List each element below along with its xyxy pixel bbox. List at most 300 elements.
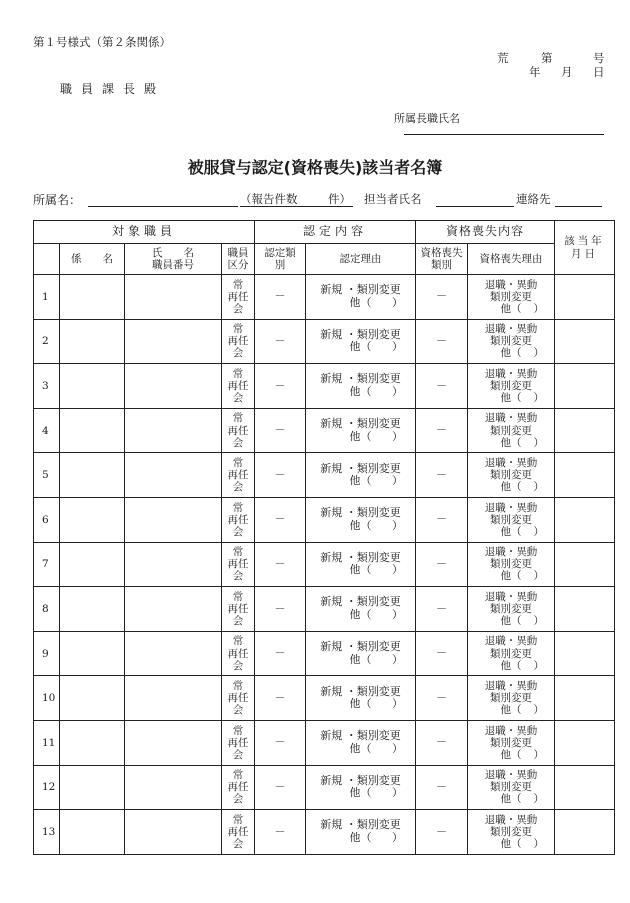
kubun-option-kai: 会 (232, 659, 244, 672)
cert-reason-cell[interactable] (306, 453, 416, 498)
position-name-label: 所属長職氏名 (394, 112, 460, 125)
applicable-date-cell[interactable] (555, 676, 615, 721)
kakari-cell[interactable] (60, 453, 125, 498)
staff-kubun-cell[interactable] (222, 765, 255, 810)
applicable-date-cell[interactable] (555, 631, 615, 676)
loss-other-open: 他（ (500, 837, 522, 850)
cert-reason-other (306, 743, 415, 756)
loss-other-close: ） (533, 837, 545, 850)
loss-reason-other (468, 526, 554, 538)
staff-kubun-cell[interactable] (222, 275, 255, 320)
table-row (34, 631, 615, 676)
cert-other-close: ） (392, 697, 404, 711)
loss-type-cell[interactable]: － (416, 319, 468, 364)
person-underline (436, 206, 514, 207)
report-count-close: 件） (328, 192, 351, 206)
loss-other-open: 他（ (500, 302, 522, 315)
kubun-option-sainin: 再任 (227, 290, 249, 303)
table-row (34, 319, 615, 364)
kubun-option-jo: 常 (232, 680, 244, 693)
loss-reason-cell[interactable] (468, 631, 555, 676)
cert-type-header: 認定類別 (255, 244, 306, 275)
person-label: 担当者氏名 (364, 192, 422, 206)
kubun-option-jo: 常 (232, 635, 244, 648)
kakari-cell[interactable] (60, 587, 125, 632)
name-staffno-cell[interactable] (125, 587, 222, 632)
kubun-option-kai: 会 (232, 614, 244, 627)
loss-reason-change: 類別変更 (490, 781, 533, 794)
cert-type-cell[interactable]: － (255, 408, 306, 453)
name-staffno-cell[interactable] (125, 765, 222, 810)
form-number: 第１号様式（第２条関係） (33, 35, 171, 49)
kubun-option-sainin: 再任 (227, 513, 249, 526)
name-staffno-cell[interactable] (125, 364, 222, 409)
target-group-header: 対象職員 (34, 221, 255, 244)
cert-reason-cell[interactable] (306, 542, 416, 587)
loss-type-cell[interactable]: － (416, 631, 468, 676)
cert-type-cell[interactable]: － (255, 810, 306, 855)
kubun-option-sainin: 再任 (227, 647, 249, 660)
loss-reason-retire: 退職・異動 (484, 457, 538, 470)
cert-other-close: ） (392, 295, 404, 309)
cert-reason-options: 新規 ・類別変更 (320, 729, 401, 743)
loss-reason-cell[interactable] (468, 587, 555, 632)
loss-reason-retire: 退職・異動 (484, 813, 538, 826)
go-label: 号 (593, 51, 605, 65)
loss-other-close: ） (533, 302, 545, 315)
cert-reason-options: 新規 ・類別変更 (320, 372, 401, 386)
kubun-option-kai: 会 (232, 837, 244, 850)
loss-other-open: 他（ (500, 614, 522, 627)
cert-other-open: 他（ (349, 607, 372, 621)
cert-other-open: 他（ (349, 384, 372, 398)
loss-type-cell[interactable]: － (416, 542, 468, 587)
kubun-option-kai: 会 (232, 302, 244, 315)
loss-reason-cell[interactable] (468, 497, 555, 542)
loss-reason-change: 類別変更 (490, 513, 533, 526)
loss-other-open: 他（ (500, 525, 522, 538)
cert-reason-other (306, 698, 415, 711)
table-row (34, 542, 615, 587)
kakari-cell[interactable] (60, 319, 125, 364)
kakari-cell[interactable] (60, 364, 125, 409)
loss-reason-change: 類別変更 (490, 647, 533, 660)
kubun-option-kai: 会 (232, 793, 244, 806)
staff-no-header-label: 職員番号 (152, 259, 194, 271)
cert-other-close: ） (392, 340, 404, 354)
kakari-cell[interactable] (60, 720, 125, 765)
loss-type-cell[interactable]: － (416, 364, 468, 409)
row-number: 5 (34, 453, 60, 498)
addressee: 職員課長殿 (60, 82, 166, 96)
kakari-cell[interactable] (60, 497, 125, 542)
loss-other-close: ） (533, 659, 545, 672)
table-row (34, 453, 615, 498)
cert-other-close: ） (392, 384, 404, 398)
staff-kubun-cell[interactable] (222, 720, 255, 765)
cert-reason-other (306, 654, 415, 667)
kubun-option-sainin: 再任 (227, 736, 249, 749)
signature-line (404, 134, 604, 135)
loss-other-close: ） (533, 704, 545, 717)
loss-type-cell[interactable]: － (416, 720, 468, 765)
kubun-option-jo: 常 (232, 590, 244, 603)
applicable-date-cell[interactable] (555, 542, 615, 587)
cert-reason-cell[interactable] (306, 720, 416, 765)
loss-reason-other (468, 392, 554, 404)
name-staffno-cell[interactable] (125, 453, 222, 498)
cert-other-close: ） (392, 518, 404, 532)
loss-reason-change: 類別変更 (490, 335, 533, 348)
cert-reason-options: 新規 ・類別変更 (320, 639, 401, 653)
loss-reason-retire: 退職・異動 (484, 724, 538, 737)
loss-reason-change: 類別変更 (490, 379, 533, 392)
loss-reason-cell[interactable] (468, 319, 555, 364)
loss-other-open: 他（ (500, 392, 522, 405)
cert-other-open: 他（ (349, 563, 372, 577)
cert-reason-options: 新規 ・類別変更 (320, 416, 401, 430)
loss-reason-retire: 退職・異動 (484, 367, 538, 380)
cert-other-close: ） (392, 429, 404, 443)
cert-other-open: 他（ (349, 429, 372, 443)
applicable-date-cell[interactable] (555, 765, 615, 810)
cert-reason-cell[interactable] (306, 497, 416, 542)
cert-other-open: 他（ (349, 295, 372, 309)
applicable-date-cell[interactable] (555, 275, 615, 320)
kubun-option-sainin: 再任 (227, 781, 249, 794)
name-staffno-cell[interactable] (125, 676, 222, 721)
loss-reason-change: 類別変更 (490, 692, 533, 705)
roster-body (34, 275, 615, 855)
table-row (34, 720, 615, 765)
applicable-date-header: 該当年月日 (555, 221, 615, 275)
loss-reason-other (468, 437, 554, 449)
loss-reason-change: 類別変更 (490, 424, 533, 437)
cert-reason-cell[interactable] (306, 408, 416, 453)
name-header (125, 244, 222, 275)
kubun-option-jo: 常 (232, 813, 244, 826)
table-row (34, 408, 615, 453)
cert-reason-other (306, 475, 415, 488)
loss-reason-change: 類別変更 (490, 558, 533, 571)
name-staffno-cell[interactable] (125, 631, 222, 676)
applicable-date-cell[interactable] (555, 497, 615, 542)
cert-other-open: 他（ (349, 786, 372, 800)
staff-kubun-cell[interactable] (222, 542, 255, 587)
kubun-option-jo: 常 (232, 323, 244, 336)
applicable-date-cell[interactable] (555, 364, 615, 409)
loss-reason-cell[interactable] (468, 720, 555, 765)
cert-other-open: 他（ (349, 518, 372, 532)
loss-reason-cell[interactable] (468, 408, 555, 453)
kakari-header: 係 名 (60, 244, 125, 275)
cert-type-cell[interactable]: － (255, 631, 306, 676)
loss-reason-other (468, 303, 554, 315)
loss-reason-change: 類別変更 (490, 736, 533, 749)
cert-reason-options: 新規 ・類別変更 (320, 550, 401, 564)
kakari-cell[interactable] (60, 408, 125, 453)
cert-reason-other (306, 386, 415, 399)
loss-reason-other (468, 704, 554, 716)
kakari-cell[interactable] (60, 810, 125, 855)
shozoku-underline (88, 206, 238, 207)
table-row (34, 587, 615, 632)
loss-reason-other (468, 615, 554, 627)
cert-reason-other (306, 431, 415, 444)
cert-reason-cell[interactable] (306, 275, 416, 320)
name-staffno-cell[interactable] (125, 720, 222, 765)
row-number: 6 (34, 497, 60, 542)
loss-other-close: ） (533, 748, 545, 761)
cert-reason-options: 新規 ・類別変更 (320, 327, 401, 341)
cert-type-cell[interactable]: － (255, 542, 306, 587)
cert-other-close: ） (392, 652, 404, 666)
cert-reason-cell[interactable] (306, 765, 416, 810)
cert-reason-options: 新規 ・類別変更 (320, 684, 401, 698)
staff-kubun-cell[interactable] (222, 453, 255, 498)
cert-other-close: ） (392, 741, 404, 755)
name-staffno-cell[interactable] (125, 497, 222, 542)
loss-reason-retire: 退職・異動 (484, 501, 538, 514)
loss-reason-retire: 退職・異動 (484, 590, 538, 603)
applicable-date-cell[interactable] (555, 720, 615, 765)
roster-table (33, 220, 615, 855)
cert-reason-other (306, 832, 415, 845)
cert-group-header: 認定内容 (255, 221, 416, 244)
loss-type-cell[interactable]: － (416, 765, 468, 810)
applicable-date-cell[interactable] (555, 319, 615, 364)
staff-kubun-cell[interactable] (222, 319, 255, 364)
cert-reason-cell[interactable] (306, 587, 416, 632)
applicable-date-cell[interactable] (555, 810, 615, 855)
loss-other-close: ） (533, 614, 545, 627)
kubun-option-kai: 会 (232, 748, 244, 761)
applicable-date-cell[interactable] (555, 453, 615, 498)
kakari-cell[interactable] (60, 765, 125, 810)
loss-other-close: ） (533, 525, 545, 538)
loss-reason-cell[interactable] (468, 810, 555, 855)
cert-type-cell[interactable]: － (255, 497, 306, 542)
loss-reason-retire: 退職・異動 (484, 769, 538, 782)
row-number: 13 (34, 810, 60, 855)
cert-reason-other (306, 564, 415, 577)
kubun-option-jo: 常 (232, 546, 244, 559)
row-number: 10 (34, 676, 60, 721)
loss-other-close: ） (533, 793, 545, 806)
row-number: 11 (34, 720, 60, 765)
loss-type-cell[interactable]: － (416, 497, 468, 542)
row-number: 1 (34, 275, 60, 320)
loss-other-open: 他（ (500, 659, 522, 672)
cert-type-cell[interactable]: － (255, 676, 306, 721)
loss-other-open: 他（ (500, 436, 522, 449)
loss-reason-other (468, 570, 554, 582)
table-row (34, 676, 615, 721)
loss-reason-cell[interactable] (468, 542, 555, 587)
loss-other-close: ） (533, 392, 545, 405)
group-header-row (34, 221, 615, 244)
cert-reason-cell[interactable] (306, 631, 416, 676)
loss-type-cell[interactable]: － (416, 810, 468, 855)
staff-kubun-header: 職員区分 (222, 244, 255, 275)
sub-header-row (34, 244, 615, 275)
kubun-option-kai: 会 (232, 436, 244, 449)
kubun-option-jo: 常 (232, 457, 244, 470)
cert-reason-cell[interactable] (306, 676, 416, 721)
loss-reason-retire: 退職・異動 (484, 635, 538, 648)
kubun-option-jo: 常 (232, 278, 244, 291)
kubun-option-kai: 会 (232, 392, 244, 405)
cert-type-cell[interactable]: － (255, 453, 306, 498)
cert-reason-options: 新規 ・類別変更 (320, 818, 401, 832)
staff-kubun-cell[interactable] (222, 587, 255, 632)
dai-label: 第 (541, 51, 553, 65)
kubun-option-jo: 常 (232, 367, 244, 380)
staff-kubun-cell[interactable] (222, 497, 255, 542)
staff-kubun-cell[interactable] (222, 810, 255, 855)
year-label: 年 (529, 65, 541, 79)
kubun-option-sainin: 再任 (227, 424, 249, 437)
cert-type-cell[interactable]: － (255, 364, 306, 409)
shozoku-label: 所属名： (33, 193, 82, 207)
loss-type-cell[interactable]: － (416, 275, 468, 320)
cert-other-open: 他（ (349, 830, 372, 844)
staff-kubun-cell[interactable] (222, 676, 255, 721)
loss-type-cell[interactable]: － (416, 676, 468, 721)
loss-type-cell[interactable]: － (416, 408, 468, 453)
loss-reason-cell[interactable] (468, 275, 555, 320)
loss-reason-retire: 退職・異動 (484, 278, 538, 291)
cert-type-cell[interactable]: － (255, 275, 306, 320)
loss-reason-cell[interactable] (468, 453, 555, 498)
loss-reason-change: 類別変更 (490, 825, 533, 838)
kubun-option-sainin: 再任 (227, 825, 249, 838)
loss-reason-other (468, 793, 554, 805)
staff-kubun-cell[interactable] (222, 631, 255, 676)
loss-other-open: 他（ (500, 347, 522, 360)
cert-reason-cell[interactable] (306, 319, 416, 364)
row-number: 12 (34, 765, 60, 810)
cert-other-close: ） (392, 786, 404, 800)
staff-kubun-cell[interactable] (222, 364, 255, 409)
kubun-option-jo: 常 (232, 501, 244, 514)
loss-type-cell[interactable]: － (416, 453, 468, 498)
cert-reason-options: 新規 ・類別変更 (320, 283, 401, 297)
kubun-option-jo: 常 (232, 724, 244, 737)
loss-reason-header: 資格喪失理由 (468, 244, 555, 275)
day-label: 日 (593, 65, 605, 79)
kakari-cell[interactable] (60, 676, 125, 721)
table-row (34, 364, 615, 409)
loss-reason-other (468, 347, 554, 359)
cert-reason-cell[interactable] (306, 810, 416, 855)
name-staffno-cell[interactable] (125, 542, 222, 587)
loss-other-close: ） (533, 436, 545, 449)
row-number: 4 (34, 408, 60, 453)
loss-reason-other (468, 749, 554, 761)
cert-reason-header: 認定理由 (306, 244, 416, 275)
kubun-option-sainin: 再任 (227, 379, 249, 392)
loss-other-close: ） (533, 481, 545, 494)
loss-other-close: ） (533, 347, 545, 360)
kubun-option-kai: 会 (232, 570, 244, 583)
loss-other-open: 他（ (500, 748, 522, 761)
loss-reason-change: 類別変更 (490, 602, 533, 615)
loss-other-open: 他（ (500, 704, 522, 717)
kakari-cell[interactable] (60, 275, 125, 320)
loss-other-open: 他（ (500, 793, 522, 806)
name-staffno-cell[interactable] (125, 319, 222, 364)
row-number: 8 (34, 587, 60, 632)
loss-reason-cell[interactable] (468, 765, 555, 810)
cert-type-cell[interactable]: － (255, 720, 306, 765)
cert-other-close: ） (392, 474, 404, 488)
cert-other-open: 他（ (349, 340, 372, 354)
cert-other-close: ） (392, 830, 404, 844)
cert-reason-other (306, 297, 415, 310)
cert-other-open: 他（ (349, 697, 372, 711)
cert-type-cell[interactable]: － (255, 765, 306, 810)
cert-other-open: 他（ (349, 741, 372, 755)
kubun-option-kai: 会 (232, 704, 244, 717)
loss-type-cell[interactable]: － (416, 587, 468, 632)
staff-kubun-cell[interactable] (222, 408, 255, 453)
row-number: 7 (34, 542, 60, 587)
kakari-cell[interactable] (60, 542, 125, 587)
month-label: 月 (561, 65, 573, 79)
loss-reason-retire: 退職・異動 (484, 323, 538, 336)
table-row (34, 275, 615, 320)
kubun-option-sainin: 再任 (227, 469, 249, 482)
applicable-date-cell[interactable] (555, 587, 615, 632)
name-staffno-cell[interactable] (125, 810, 222, 855)
cert-reason-cell[interactable] (306, 364, 416, 409)
applicable-date-cell[interactable] (555, 408, 615, 453)
table-row (34, 810, 615, 855)
loss-other-close: ） (533, 570, 545, 583)
loss-reason-cell[interactable] (468, 676, 555, 721)
kubun-option-kai: 会 (232, 525, 244, 538)
cert-reason-other (306, 520, 415, 533)
loss-other-open: 他（ (500, 481, 522, 494)
kakari-cell[interactable] (60, 631, 125, 676)
kubun-option-sainin: 再任 (227, 558, 249, 571)
kubun-option-jo: 常 (232, 412, 244, 425)
cert-reason-options: 新規 ・類別変更 (320, 773, 401, 787)
cert-reason-options: 新規 ・類別変更 (320, 461, 401, 475)
loss-reason-change: 類別変更 (490, 469, 533, 482)
cert-type-cell[interactable]: － (255, 587, 306, 632)
loss-group-header: 資格喪失内容 (416, 221, 555, 244)
name-staffno-cell[interactable] (125, 275, 222, 320)
row-number-header (34, 244, 60, 275)
table-row (34, 497, 615, 542)
row-number: 2 (34, 319, 60, 364)
report-count-open: （報告件数 (240, 192, 298, 206)
row-number: 3 (34, 364, 60, 409)
kubun-option-sainin: 再任 (227, 335, 249, 348)
loss-reason-cell[interactable] (468, 364, 555, 409)
loss-reason-change: 類別変更 (490, 290, 533, 303)
cert-reason-other (306, 609, 415, 622)
loss-reason-other (468, 481, 554, 493)
loss-reason-other (468, 838, 554, 850)
name-staffno-cell[interactable] (125, 408, 222, 453)
loss-reason-retire: 退職・異動 (484, 680, 538, 693)
cert-other-close: ） (392, 563, 404, 577)
cert-type-cell[interactable]: － (255, 319, 306, 364)
row-number: 9 (34, 631, 60, 676)
